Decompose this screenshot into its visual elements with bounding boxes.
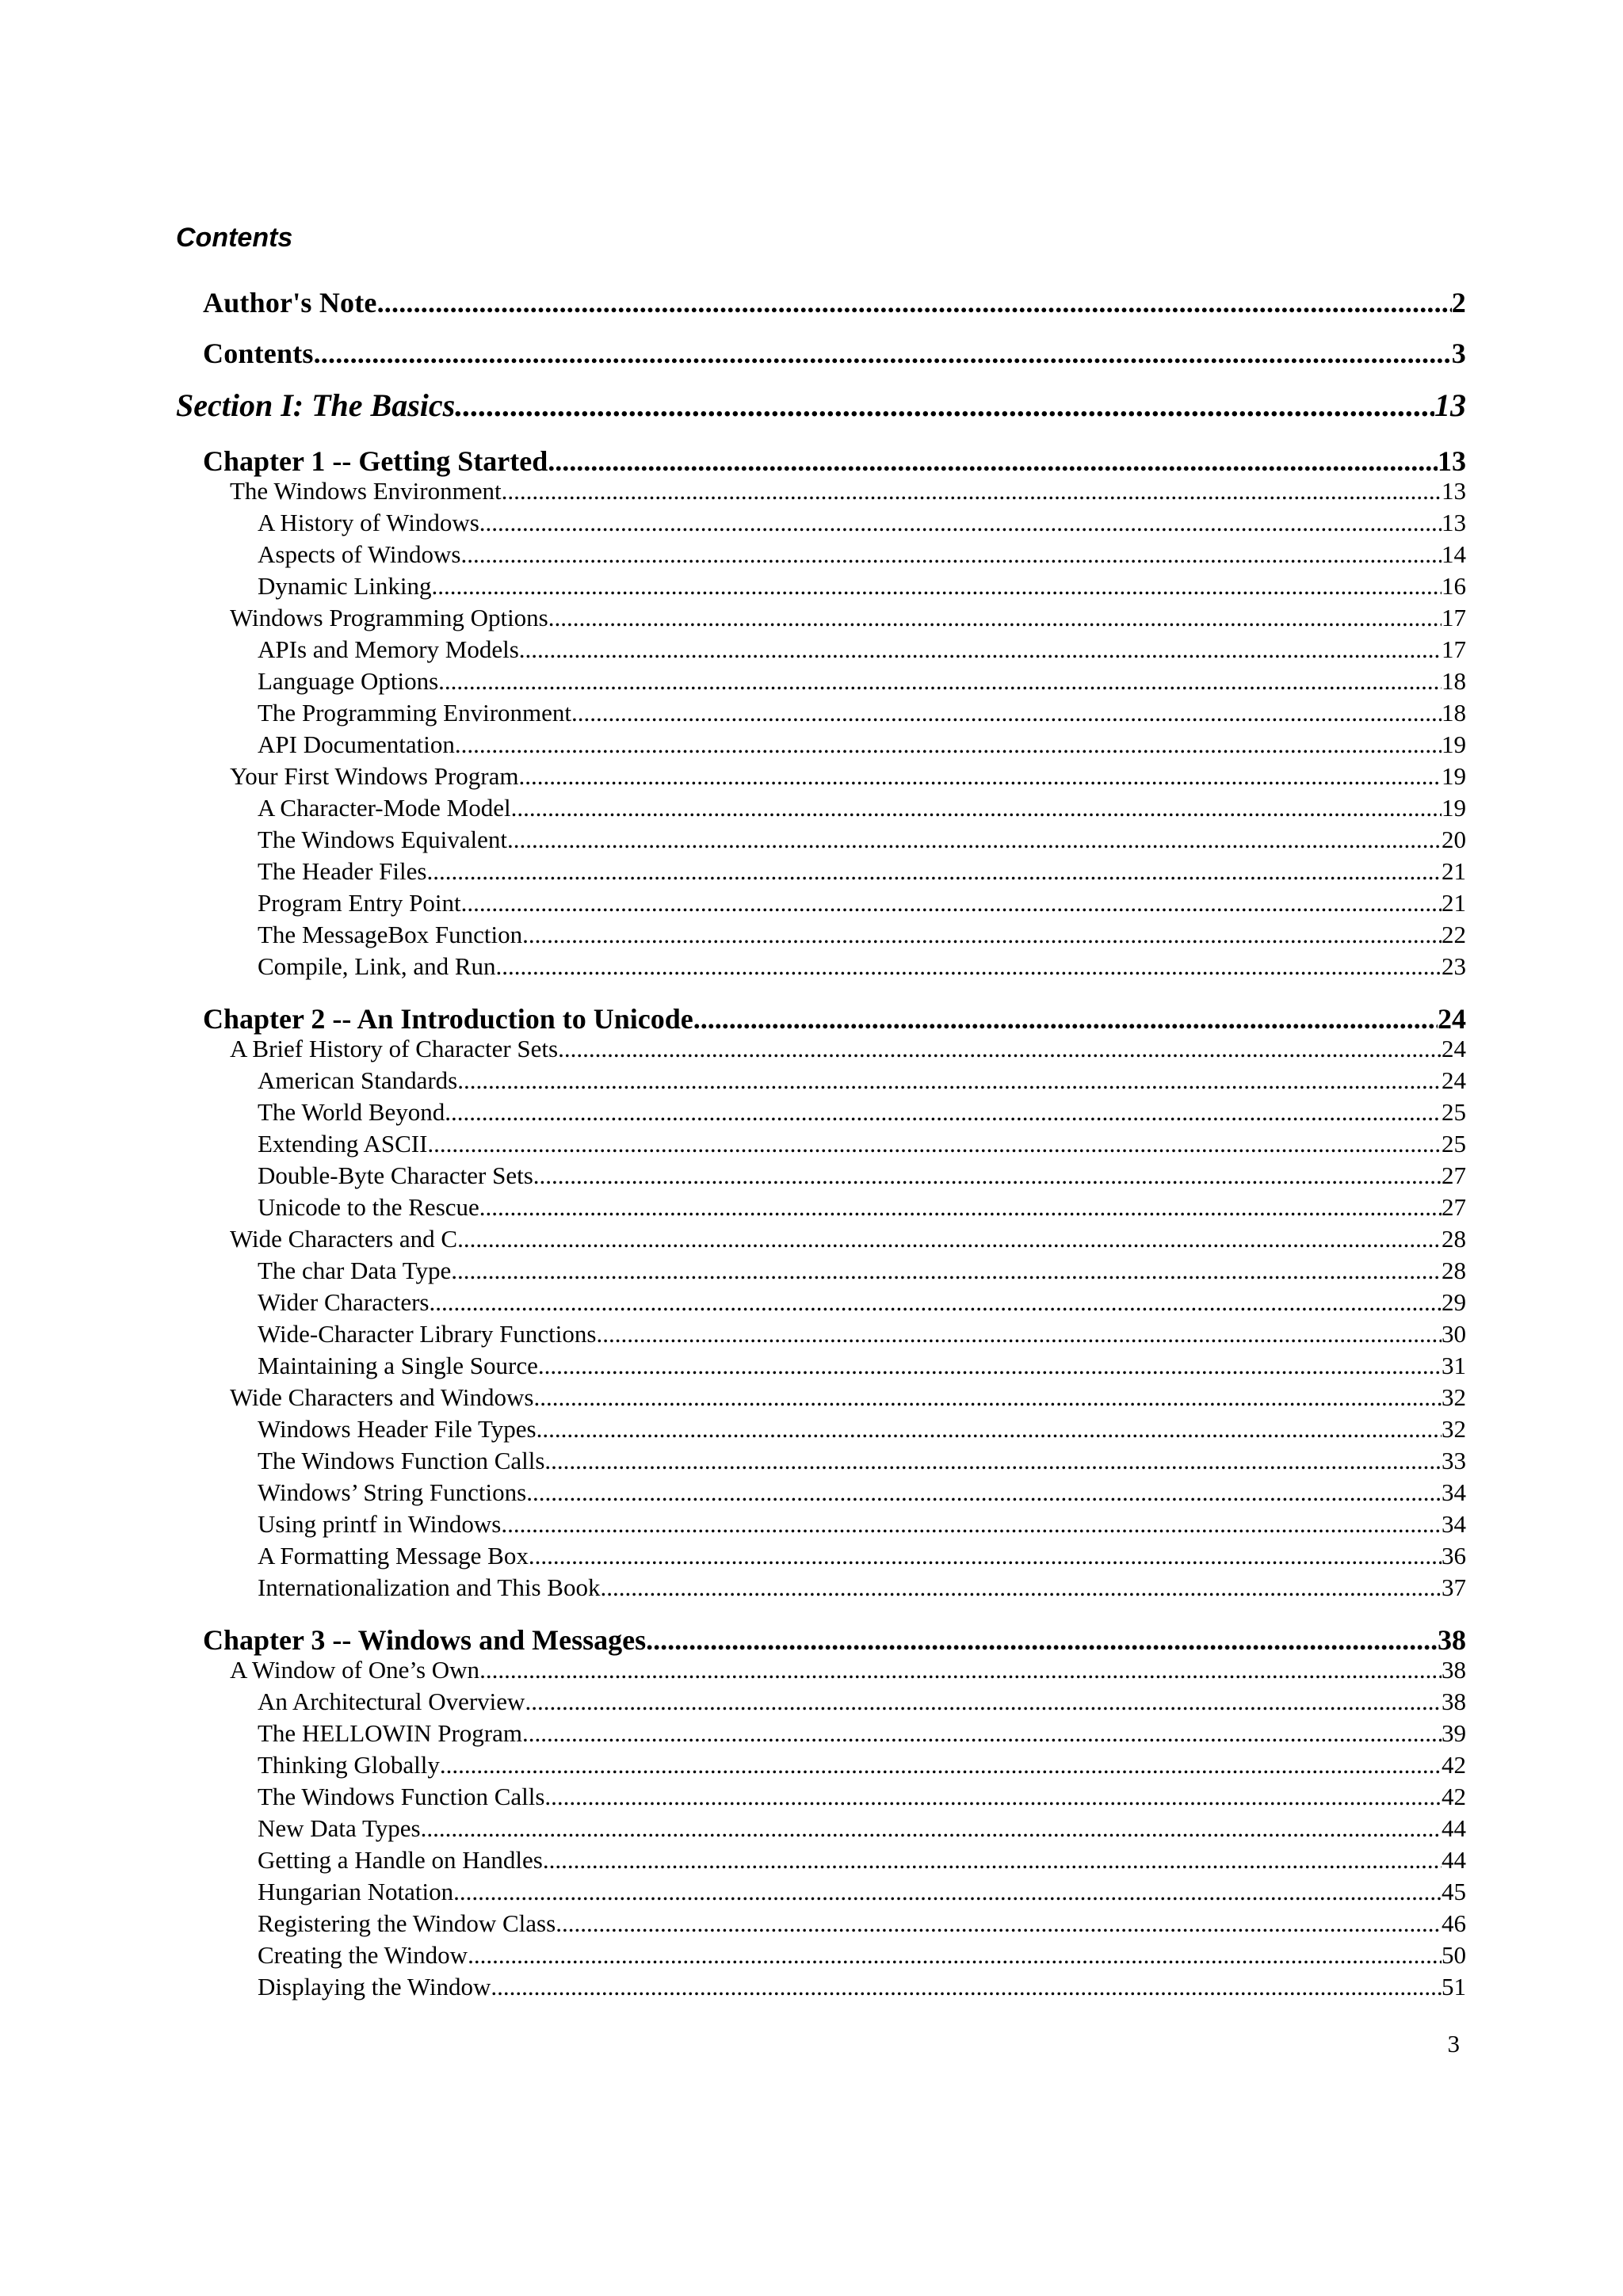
dot-leader: [455, 729, 1442, 761]
toc-entry-title: Using printf in Windows: [258, 1510, 502, 1538]
dot-leader: [558, 1033, 1442, 1065]
dot-leader: [519, 761, 1442, 792]
toc-entry-page: 19: [1442, 762, 1466, 790]
toc-entry-title: Windows Header File Types: [258, 1415, 537, 1443]
toc-entry-title: Double-Byte Character Sets: [258, 1161, 533, 1189]
dot-leader: [455, 387, 1434, 425]
toc-entry-title: A Character-Mode Model: [258, 794, 511, 822]
toc-entry-page: 42: [1442, 1751, 1466, 1779]
dot-leader: [548, 602, 1442, 634]
toc-entry-title: Unicode to the Rescue: [258, 1193, 479, 1221]
toc-entry-page: 30: [1442, 1320, 1466, 1348]
dot-leader: [440, 1749, 1442, 1781]
toc-entry-page: 38: [1438, 1624, 1466, 1656]
toc-entry-title: Chapter 2 -- An Introduction to Unicode: [203, 1003, 693, 1035]
toc-entry-page: 38: [1442, 1688, 1466, 1715]
toc-entry-title: Author's Note: [203, 287, 377, 318]
toc-entry-subsub[interactable]: [258, 1781, 1466, 1813]
toc-entry-title: A Window of One’s Own: [230, 1656, 480, 1684]
toc-entry-title: Chapter 1 -- Getting Started: [203, 445, 548, 477]
toc-entry-page: 32: [1442, 1415, 1466, 1443]
toc-entry-title: The Windows Equivalent: [258, 826, 508, 853]
dot-leader: [556, 1908, 1442, 1939]
toc-entry-page: 34: [1442, 1510, 1466, 1538]
dot-leader: [507, 824, 1442, 856]
toc-entry-subsub[interactable]: [258, 792, 1466, 824]
toc-entry-title: Language Options: [258, 667, 439, 695]
toc-entry-subsub[interactable]: [258, 1572, 1466, 1604]
dot-leader: [544, 1445, 1442, 1477]
toc-entry-page: 46: [1442, 1909, 1466, 1937]
dot-leader: [511, 792, 1442, 824]
toc-entry-title: Wide-Character Library Functions: [258, 1320, 597, 1348]
toc-entry-subsub[interactable]: [258, 1097, 1466, 1128]
toc-entry-title: A Brief History of Character Sets: [230, 1035, 559, 1062]
dot-leader: [457, 1223, 1442, 1255]
toc-entry-page: 13: [1438, 445, 1466, 477]
toc-entry-page: 25: [1442, 1098, 1466, 1126]
toc-entry-sub[interactable]: [230, 1654, 1466, 1686]
dot-leader: [468, 1939, 1442, 1971]
toc-entry-subsub[interactable]: [258, 1813, 1466, 1844]
toc-entry-page: 34: [1442, 1478, 1466, 1506]
toc-entry-subsub[interactable]: [258, 1477, 1466, 1508]
toc-entry-title: Getting a Handle on Handles: [258, 1846, 543, 1874]
toc-entry-subsub[interactable]: [258, 1939, 1466, 1971]
dot-leader: [479, 1192, 1442, 1223]
toc-entry-subsub[interactable]: [258, 1318, 1466, 1350]
toc-entry-title: Wide Characters and Windows: [230, 1383, 534, 1411]
toc-entry-subsub[interactable]: [258, 1908, 1466, 1939]
toc-entry-title: New Data Types: [258, 1814, 421, 1842]
toc-entry-title: The World Beyond: [258, 1098, 445, 1126]
dot-leader: [491, 1971, 1442, 2003]
toc-entry-subsub[interactable]: [258, 1445, 1466, 1477]
dot-leader: [529, 1540, 1442, 1572]
dot-leader: [502, 475, 1442, 507]
dot-leader: [600, 1572, 1442, 1604]
toc-entry-page: 36: [1442, 1542, 1466, 1569]
toc-entry-page: 19: [1442, 794, 1466, 822]
toc-entry-subsub[interactable]: [258, 887, 1466, 919]
toc-entry-title: Section I: The Basics: [176, 387, 456, 423]
toc-entry-title: Displaying the Window: [258, 1973, 491, 2000]
dot-leader: [445, 1097, 1442, 1128]
dot-leader: [432, 570, 1442, 602]
toc-entry-subsub[interactable]: [258, 1128, 1466, 1160]
dot-leader: [438, 666, 1442, 697]
toc-entry-page: 25: [1442, 1130, 1466, 1158]
toc-entry-page: 24: [1442, 1066, 1466, 1094]
toc-entry-subsub[interactable]: [258, 1287, 1466, 1318]
toc-entry-page: 17: [1442, 635, 1466, 663]
toc-entry-subsub[interactable]: [258, 951, 1466, 982]
toc-entry-page: 22: [1442, 921, 1466, 948]
toc-entry-top[interactable]: [203, 336, 1466, 371]
toc-entry-page: 21: [1442, 857, 1466, 885]
dot-leader: [596, 1318, 1442, 1350]
toc-entry-page: 51: [1442, 1973, 1466, 2000]
toc-entry-subsub[interactable]: [258, 1749, 1466, 1781]
toc-entry-sub[interactable]: [230, 475, 1466, 507]
toc-entry-page: 24: [1442, 1035, 1466, 1062]
toc-entry-title: The Windows Environment: [230, 477, 502, 505]
toc-entry-page: 45: [1442, 1878, 1466, 1905]
toc-entry-subsub[interactable]: [258, 1350, 1466, 1382]
dot-leader: [519, 634, 1442, 666]
dot-leader: [457, 1065, 1442, 1097]
toc-entry-title: Internationalization and This Book: [258, 1573, 601, 1601]
dot-leader: [522, 919, 1442, 951]
toc-entry-subsub[interactable]: [258, 1413, 1466, 1445]
page-number: 3: [1447, 2030, 1460, 2058]
toc-entry-subsub[interactable]: [258, 1508, 1466, 1540]
toc-entry-page: 13: [1442, 477, 1466, 505]
toc-entry-title: Chapter 3 -- Windows and Messages: [203, 1624, 647, 1656]
dot-leader: [451, 1255, 1442, 1287]
toc-entry-page: 29: [1442, 1288, 1466, 1316]
toc-entry-page: 21: [1442, 889, 1466, 917]
dot-leader: [571, 697, 1442, 729]
toc-entry-page: 18: [1442, 699, 1466, 727]
toc-entry-subsub[interactable]: [258, 919, 1466, 951]
toc-entry-subsub[interactable]: [258, 1192, 1466, 1223]
dot-leader: [479, 1654, 1442, 1686]
toc-entry-sub[interactable]: [230, 761, 1466, 792]
toc-entry-page: 2: [1451, 287, 1466, 318]
dot-leader: [646, 1623, 1438, 1657]
toc-entry-page: 44: [1442, 1846, 1466, 1874]
toc-entry-title: Maintaining a Single Source: [258, 1352, 538, 1379]
toc-entry-title: Creating the Window: [258, 1941, 468, 1969]
toc-entry-page: 28: [1442, 1225, 1466, 1253]
toc-entry-title: The Programming Environment: [258, 699, 572, 727]
toc-entry-page: 19: [1442, 730, 1466, 758]
toc-entry-page: 3: [1451, 338, 1466, 369]
dot-leader: [430, 1287, 1442, 1318]
toc-entry-title: The Windows Function Calls: [258, 1447, 545, 1474]
toc-entry-subsub[interactable]: [258, 1718, 1466, 1749]
toc-entry-title: API Documentation: [258, 730, 455, 758]
toc-entry-page: 17: [1442, 604, 1466, 631]
toc-entry-title: An Architectural Overview: [258, 1688, 525, 1715]
dot-leader: [543, 1844, 1442, 1876]
dot-leader: [479, 507, 1442, 539]
contents-heading: Contents: [176, 223, 293, 253]
toc-entry-page: 16: [1442, 572, 1466, 600]
toc-entry-subsub[interactable]: [258, 570, 1466, 602]
toc-entry-title: The MessageBox Function: [258, 921, 523, 948]
toc-entry-page: 18: [1442, 667, 1466, 695]
toc-entry-title: The Header Files: [258, 857, 427, 885]
toc-entry-sub[interactable]: [230, 602, 1466, 634]
toc-entry-chapter[interactable]: [203, 444, 1466, 479]
toc-entry-title: The char Data Type: [258, 1257, 452, 1284]
toc-entry-subsub[interactable]: [258, 634, 1466, 666]
dot-leader: [526, 1477, 1442, 1508]
toc-entry-subsub[interactable]: [258, 1065, 1466, 1097]
toc-entry-page: 24: [1438, 1003, 1466, 1035]
dot-leader: [522, 1718, 1442, 1749]
dot-leader: [377, 285, 1452, 320]
toc-entry-chapter[interactable]: [203, 1623, 1466, 1657]
toc-entry-page: 14: [1442, 540, 1466, 568]
toc-entry-subsub[interactable]: [258, 1876, 1466, 1908]
toc-entry-page: 23: [1442, 952, 1466, 980]
toc-entry-subsub[interactable]: [258, 507, 1466, 539]
dot-leader: [461, 539, 1442, 570]
toc-entry-title: A Formatting Message Box: [258, 1542, 529, 1569]
toc-entry-subsub[interactable]: [258, 1844, 1466, 1876]
toc-entry-page: 33: [1442, 1447, 1466, 1474]
toc-entry-title: Registering the Window Class: [258, 1909, 556, 1937]
toc-entry-title: Wide Characters and C: [230, 1225, 458, 1253]
toc-entry-title: The Windows Function Calls: [258, 1783, 545, 1810]
toc-entry-subsub[interactable]: [258, 1686, 1466, 1718]
dot-leader: [548, 444, 1438, 479]
toc-entry-title: Your First Windows Program: [230, 762, 519, 790]
toc-entry-subsub[interactable]: [258, 697, 1466, 729]
toc-entry-title: Program Entry Point: [258, 889, 461, 917]
toc-entry-sub[interactable]: [230, 1223, 1466, 1255]
dot-leader: [693, 1001, 1438, 1036]
dot-leader: [314, 336, 1452, 371]
toc-entry-subsub[interactable]: [258, 1971, 1466, 2003]
toc-entry-chapter[interactable]: [203, 1001, 1466, 1036]
toc-entry-top[interactable]: [203, 285, 1466, 320]
toc-entry-title: Thinking Globally: [258, 1751, 440, 1779]
toc-entry-subsub[interactable]: [258, 539, 1466, 570]
toc-entry-page: 13: [1442, 509, 1466, 536]
toc-entry-page: 38: [1442, 1656, 1466, 1684]
toc-entry-title: Windows’ String Functions: [258, 1478, 527, 1506]
dot-leader: [544, 1781, 1442, 1813]
toc-entry-page: 28: [1442, 1257, 1466, 1284]
toc-entry-page: 32: [1442, 1383, 1466, 1411]
toc-entry-title: Hungarian Notation: [258, 1878, 454, 1905]
toc-entry-subsub[interactable]: [258, 1255, 1466, 1287]
dot-leader: [525, 1686, 1442, 1718]
toc-entry-title: APIs and Memory Models: [258, 635, 519, 663]
toc-entry-title: American Standards: [258, 1066, 458, 1094]
dot-leader: [501, 1508, 1442, 1540]
dot-leader: [421, 1813, 1442, 1844]
toc-entry-subsub[interactable]: [258, 666, 1466, 697]
toc-entry-sub[interactable]: [230, 1382, 1466, 1413]
toc-entry-subsub[interactable]: [258, 1160, 1466, 1192]
toc-entry-title: The HELLOWIN Program: [258, 1719, 523, 1747]
toc-entry-page: 13: [1434, 387, 1466, 423]
toc-entry-section[interactable]: [176, 387, 1466, 425]
toc-entry-title: Wider Characters: [258, 1288, 430, 1316]
toc-entry-title: Contents: [203, 338, 314, 369]
dot-leader: [453, 1876, 1442, 1908]
toc-entry-subsub[interactable]: [258, 729, 1466, 761]
toc-entry-title: Dynamic Linking: [258, 572, 432, 600]
toc-entry-title: A History of Windows: [258, 509, 479, 536]
dot-leader: [461, 887, 1442, 919]
toc-entry-title: Aspects of Windows: [258, 540, 461, 568]
dot-leader: [538, 1350, 1442, 1382]
toc-entry-title: Windows Programming Options: [230, 604, 548, 631]
dot-leader: [537, 1413, 1442, 1445]
toc-entry-subsub[interactable]: [258, 1540, 1466, 1572]
dot-leader: [496, 951, 1442, 982]
toc-entry-title: Compile, Link, and Run: [258, 952, 496, 980]
toc-entry-page: 44: [1442, 1814, 1466, 1842]
toc-entry-page: 50: [1442, 1941, 1466, 1969]
toc-entry-page: 20: [1442, 826, 1466, 853]
toc-entry-subsub[interactable]: [258, 856, 1466, 887]
dot-leader: [427, 1128, 1442, 1160]
toc-entry-page: 42: [1442, 1783, 1466, 1810]
toc-entry-subsub[interactable]: [258, 824, 1466, 856]
toc-entry-page: 31: [1442, 1352, 1466, 1379]
toc-entry-sub[interactable]: [230, 1033, 1466, 1065]
toc-entry-page: 27: [1442, 1161, 1466, 1189]
toc-entry-page: 27: [1442, 1193, 1466, 1221]
toc-entry-page: 39: [1442, 1719, 1466, 1747]
dot-leader: [533, 1382, 1442, 1413]
dot-leader: [426, 856, 1442, 887]
toc-entry-title: Extending ASCII: [258, 1130, 428, 1158]
toc-entry-page: 37: [1442, 1573, 1466, 1601]
dot-leader: [533, 1160, 1442, 1192]
